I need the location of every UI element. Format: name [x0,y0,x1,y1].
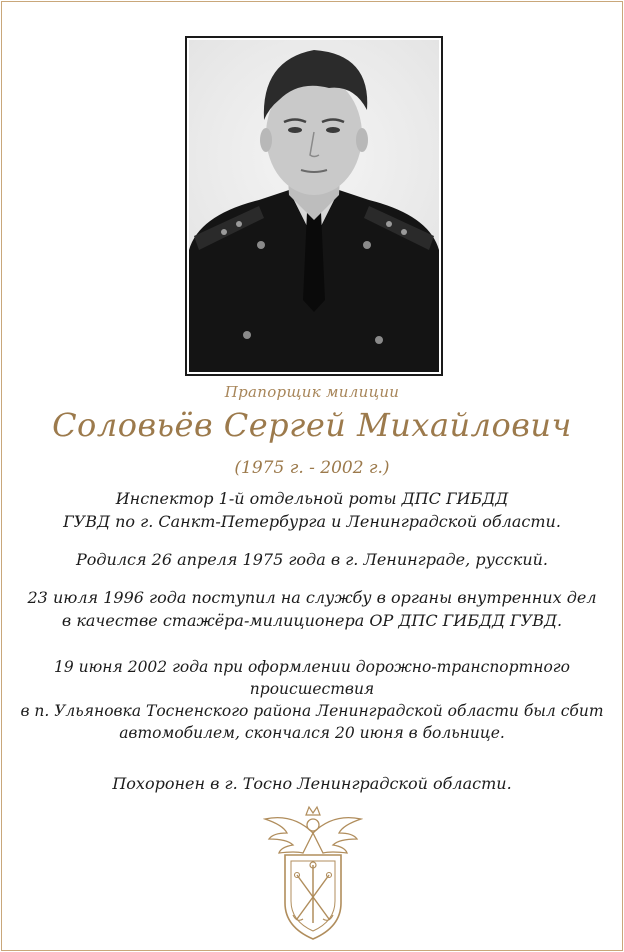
death-line-2: в п. Ульяновка Тосненского района Ленинградской области был сбит [20,702,604,720]
service-text [20,586,604,632]
service-line-1: 23 июля 1996 года поступил на службу в органы внутренних дел [27,588,597,607]
life-years: (1975 г. - 2002 г.) [234,458,390,478]
birth-text: Родился 26 апреля 1975 года в г. Ленинграде, русский. [75,550,549,569]
police-emblem-icon [263,803,363,943]
portrait-photo [189,40,439,372]
position-line-1: Инспектор 1-й отдельной роты ДПС ГИБДД [115,489,509,508]
rank-title: Прапорщик милиции [224,383,400,401]
portrait-frame [185,36,443,376]
person-name: Соловьёв Сергей Михайлович [52,406,572,444]
service-line-2: в качестве стажёра-милиционера ОР ДПС ГИБДД ГУВД. [61,611,563,630]
portrait-illustration [189,40,439,372]
position-line-2: ГУВД по г. Санкт-Петербурга и Ленинградской области. [63,512,561,531]
death-line-3: автомобилем, скончался 20 июня в больнице. [119,724,505,742]
burial-text: Похоронен в г. Тосно Ленинградской области. [112,774,512,793]
death-line-1: 19 июня 2002 года при оформлении дорожно-транспортного происшествия [54,658,570,698]
position-text [20,487,604,533]
death-text [20,656,604,744]
